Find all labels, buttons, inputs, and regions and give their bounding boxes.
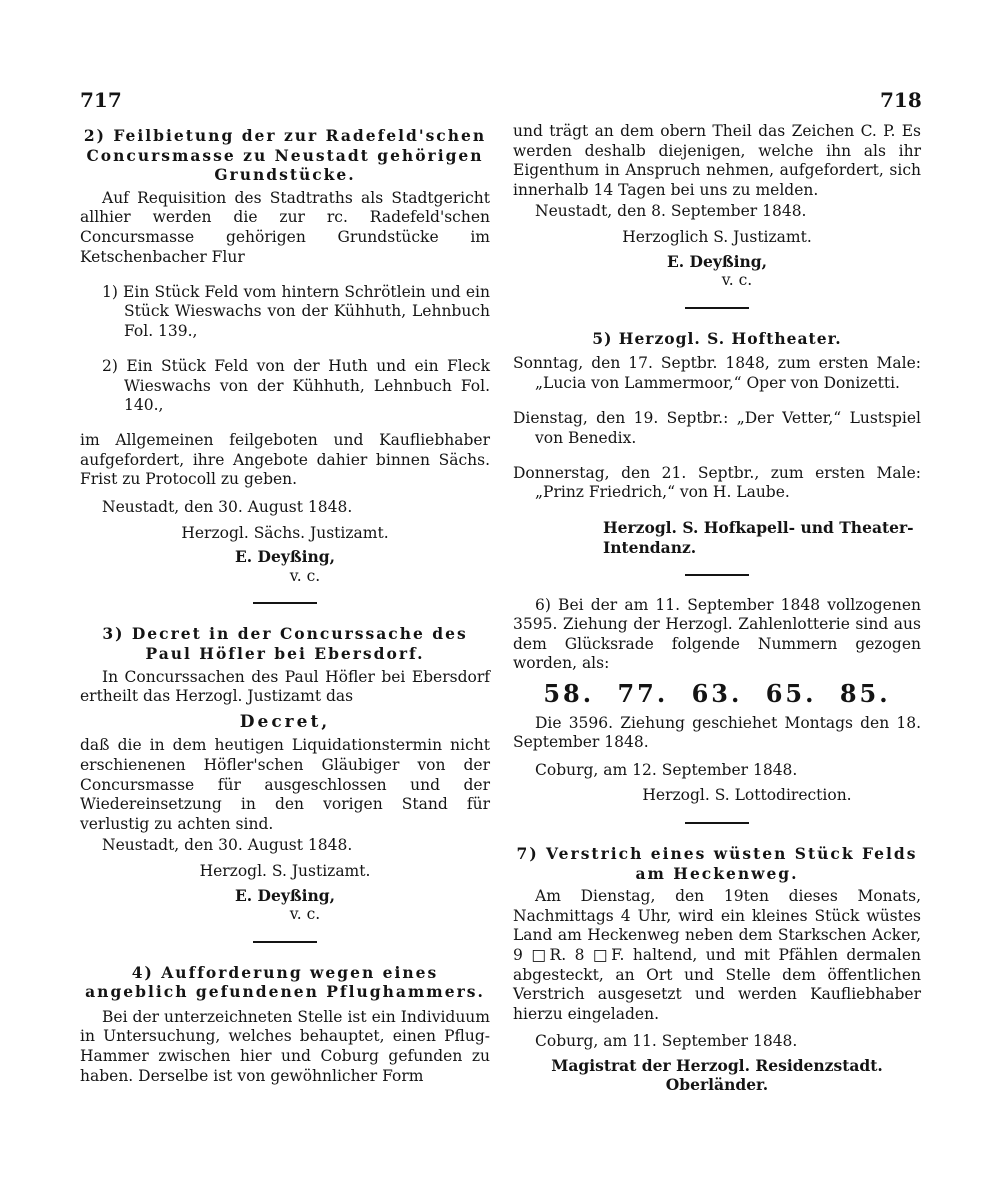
section-7-authority: Magistrat der Herzogl. Residenzstadt. bbox=[551, 1055, 883, 1075]
section-2-date: Neustadt, den 30. August 1848. bbox=[102, 498, 353, 516]
lottery-number: 77. bbox=[617, 678, 669, 708]
theater-entry-2: Dienstag, den 19. Septbr.: „Der Vetter,“ Lustspiel von Benedix. bbox=[513, 409, 921, 447]
section-3-signer: E. Deyßing, bbox=[234, 885, 336, 905]
lottery-number: 85. bbox=[839, 678, 891, 708]
section-2-heading: 2) Feilbietung der zur Radefeld'schen Concursmasse zu Neustadt gehörigen Grundstücke. bbox=[83, 126, 487, 185]
theater-entry-3: Donnerstag, den 21. Septbr., zum ersten Male: „Prinz Friedrich,“ von H. Laube. bbox=[513, 463, 921, 502]
section-2-signer: E. Deyßing, bbox=[234, 547, 336, 567]
section-7-date: Coburg, am 11. September 1848. bbox=[535, 1032, 798, 1051]
section-2-authority: Herzogl. Sächs. Justizamt. bbox=[181, 523, 389, 542]
section-3-authority: Herzogl. S. Justizamt. bbox=[199, 861, 371, 880]
lottery-number: 63. bbox=[691, 678, 743, 708]
section-3-date: Neustadt, den 30. August 1848. bbox=[102, 836, 353, 855]
left-column bbox=[80, 122, 490, 1086]
section-3-decret: Decret, bbox=[239, 711, 331, 732]
page-number-left: 717 bbox=[80, 88, 122, 112]
section-4-signer: E. Deyßing, bbox=[666, 251, 768, 271]
section-3-body: daß die in dem heutigen Liquidationstermin nicht erschienenen Höfler'schen Gläubiger von der Concursmasse für ausgeschlossen und der Wiedereinsetzung in den vorigen Stand für verlustig zu achten sind. bbox=[80, 736, 490, 833]
section-6-authority: Herzogl. S. Lottodirection. bbox=[642, 786, 852, 805]
page-number-right: 718 bbox=[880, 88, 922, 112]
lottery-numbers bbox=[513, 678, 921, 708]
section-7-signer: Oberländer. bbox=[665, 1075, 769, 1095]
section-6-date: Coburg, am 12. September 1848. bbox=[535, 760, 798, 779]
section-2-item-2: 2) Ein Stück Feld von der Huth und ein Fleck Wieswachs von der Kühhuth, Lehnbuch Fol. 140., bbox=[102, 356, 490, 415]
section-7-body: Am Dienstag, den 19ten dieses Monats, Nachmittags 4 Uhr, wird ein kleines Stück wüstes Land am Heckenweg neben dem Starkschen Acker, 9 □R. 8 □F. haltend, und mit Pfählen dermalen abgesteckt, an Ort und Stelle dem öffentlichen Verstrich ausgesetzt und werden Kaufliebhaber hierzu eingeladen. bbox=[513, 887, 921, 1023]
section-divider bbox=[685, 822, 749, 824]
section-6-next-draw: Die 3596. Ziehung geschiehet Montags den 18. September 1848. bbox=[513, 713, 921, 752]
section-3-vc: v. c. bbox=[289, 905, 321, 924]
section-6-body: 6) Bei der am 11. September 1848 vollzogenen 3595. Ziehung der Herzogl. Zahlenlotterie sind aus dem Glücksrade folgende Nummern gezogen worden, als: bbox=[513, 595, 921, 673]
section-4-body: Bei der unterzeichneten Stelle ist ein Individuum in Untersuchung, welches behauptet, einen Pflug-Hammer zwischen hier und Coburg gefunden zu haben. Derselbe ist von gewöhnlicher Form bbox=[80, 1007, 490, 1085]
section-3-intro: In Concurssachen des Paul Höfler bei Ebersdorf ertheilt das Herzogl. Justizamt das bbox=[80, 667, 490, 706]
section-4-date: Neustadt, den 8. September 1848. bbox=[535, 202, 807, 221]
section-2-intro: Auf Requisition des Stadtraths als Stadtgericht allhier werden die zur rc. Radefeld'schen Concursmasse gehörigen Grundstücke im Ketschenbacher Flur bbox=[80, 188, 490, 266]
section-4-authority: Herzoglich S. Justizamt. bbox=[622, 227, 812, 246]
section-2-body: im Allgemeinen feilgeboten und Kaufliebhaber aufgefordert, ihre Angebote dahier binnen Sächs. Frist zu Protocoll zu geben. bbox=[80, 431, 490, 489]
section-4-continued: und trägt an dem obern Theil das Zeichen C. P. Es werden deshalb diejenigen, welche ihn als ihr Eigenthum in Anspruch nehmen, aufgefordert, sich innerhalb 14 Tagen bei uns zu melden. bbox=[513, 122, 921, 199]
section-divider bbox=[253, 602, 317, 604]
section-4-heading: 4) Aufforderung wegen eines angeblich gefundenen Pflughammers. bbox=[85, 962, 485, 1002]
lottery-number: 58. bbox=[543, 678, 595, 708]
section-7-heading: 7) Verstrich eines wüsten Stück Felds am Heckenweg. bbox=[516, 843, 918, 883]
section-divider bbox=[685, 574, 749, 576]
section-5-heading: 5) Herzogl. S. Hoftheater. bbox=[592, 328, 842, 348]
section-2-vc: v. c. bbox=[289, 566, 321, 585]
section-5-signer: Herzogl. S. Hofkapell- und Theater-Intendanz. bbox=[603, 518, 914, 557]
section-4-vc: v. c. bbox=[721, 271, 753, 290]
lottery-number: 65. bbox=[765, 678, 817, 708]
section-divider bbox=[685, 307, 749, 309]
section-divider bbox=[253, 941, 317, 943]
theater-entry-1: Sonntag, den 17. Septbr. 1848, zum ersten Male: „Lucia von Lammermoor,“ Oper von Donizetti. bbox=[513, 354, 921, 392]
right-column bbox=[513, 122, 921, 1095]
section-2-item-1: 1) Ein Stück Feld vom hintern Schrötlein und ein Stück Wieswachs von der Kühhuth, Lehnbuch Fol. 139., bbox=[102, 282, 490, 340]
section-3-heading: 3) Decret in der Concurssache des Paul Höfler bei Ebersdorf. bbox=[102, 624, 468, 663]
